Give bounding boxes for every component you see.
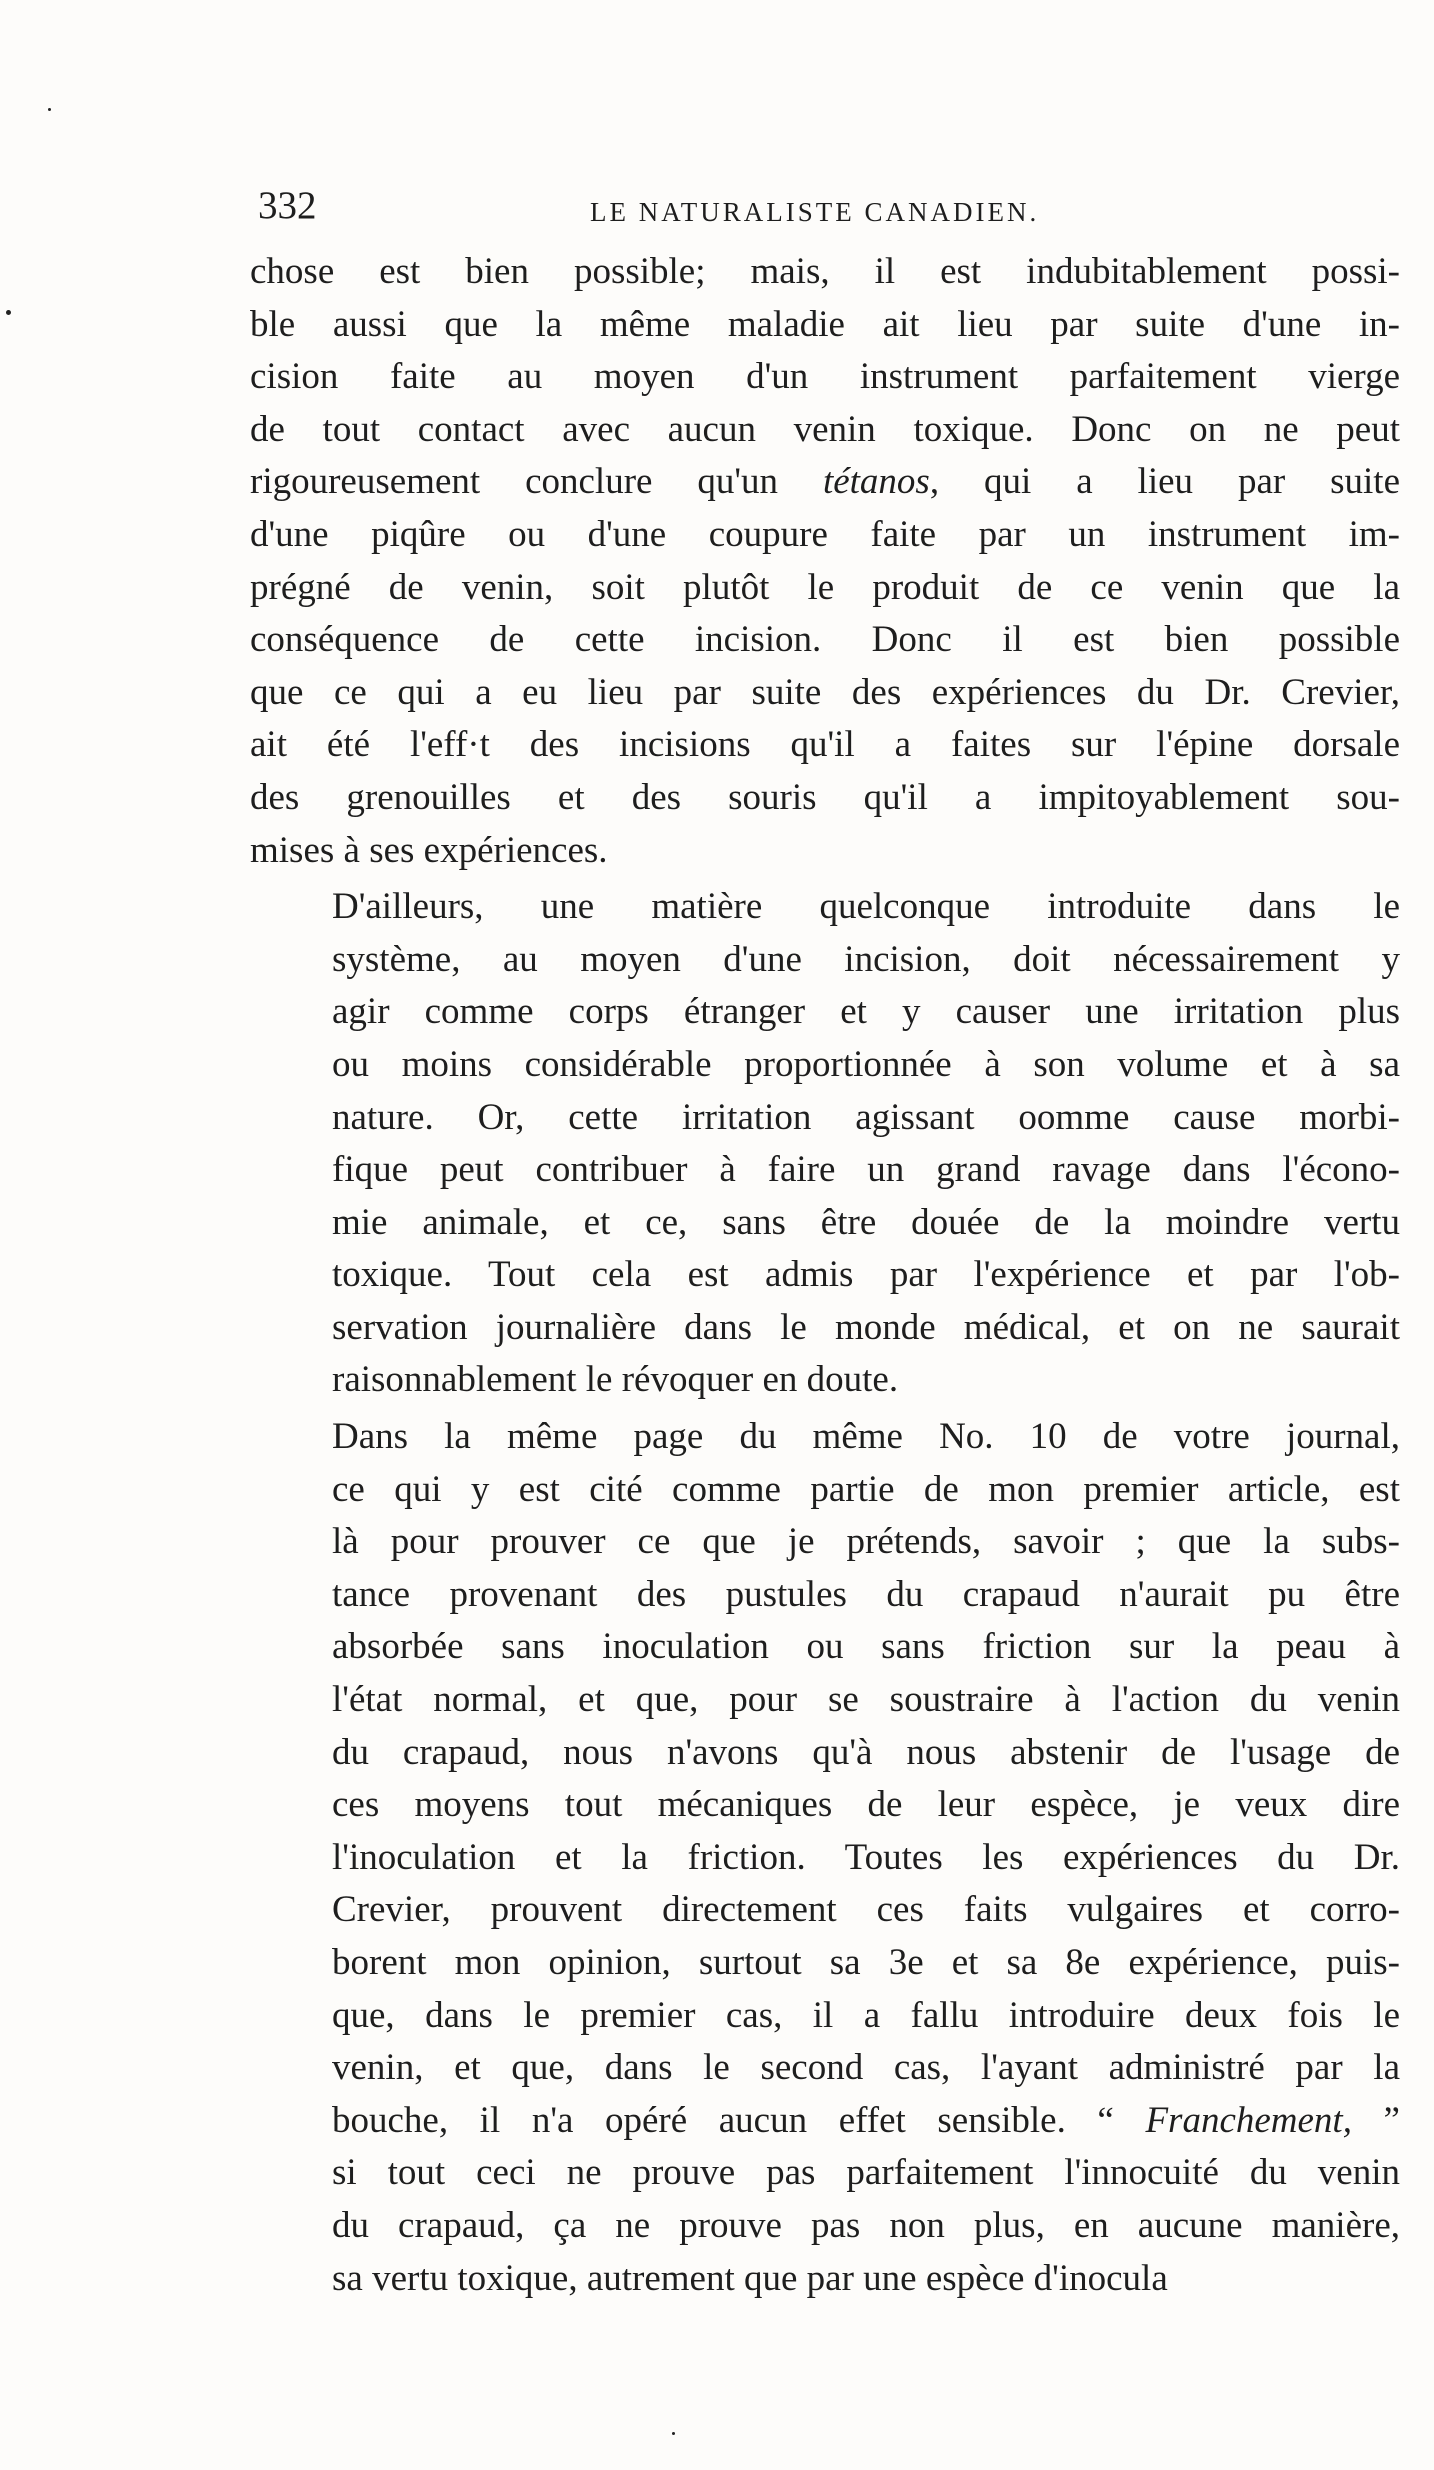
text-line: tance provenant des pustules du crapaud n'aurait pu être (332, 1573, 1400, 1615)
text-line: D'ailleurs, une matière quelconque introduite dans le (332, 886, 1400, 928)
text-line: ce qui y est cité comme partie de mon premier article, est (332, 1468, 1400, 1510)
italic-text: tétanos (822, 461, 930, 503)
scan-speck (6, 310, 11, 315)
text-line: Crevier, prouvent directement ces faits vulgaires et corro- (332, 1889, 1400, 1931)
text-line: l'état normal, et que, pour se soustraire à l'action du venin (332, 1679, 1400, 1721)
text-line: fique peut contribuer à faire un grand ravage dans l'écono- (332, 1149, 1400, 1191)
text-line: chose est bien possible; mais, il est indubitablement possi- (250, 251, 1400, 292)
text-line: conséquence de cette incision. Donc il est bien possible (250, 619, 1400, 661)
scan-speck (48, 108, 51, 111)
text-line: ait été l'eff·t des incisions qu'il a faites sur l'épine dorsale (250, 724, 1400, 766)
text-line: l'inoculation et la friction. Toutes les expériences du Dr. (332, 1836, 1400, 1878)
text-line: du crapaud, nous n'avons qu'à nous abstenir de l'usage de (332, 1731, 1400, 1773)
text-line: cision faite au moyen d'un instrument parfaitement vierge (250, 356, 1400, 398)
text-line: mie animale, et ce, sans être douée de la moindre vertu (332, 1201, 1400, 1243)
text-line: bouche, il n'a opéré aucun effet sensible. “ Franchement, ” (332, 2099, 1400, 2141)
text-line: absorbée sans inoculation ou sans friction sur la peau à (332, 1626, 1400, 1668)
text-line: sa vertu toxique, autrement que par une espèce d'inocula (332, 2257, 1168, 2299)
text-line: servation journalière dans le monde médical, et on ne saurait (332, 1306, 1400, 1348)
text-line: système, au moyen d'une incision, doit nécessairement y (332, 938, 1400, 980)
text-line: raisonnablement le révoquer en doute. (332, 1359, 899, 1401)
running-head (250, 180, 1400, 232)
text-line: toxique. Tout cela est admis par l'expérience et par l'ob- (332, 1254, 1400, 1296)
page-number: 332 (258, 184, 317, 227)
text-line: prégné de venin, soit plutôt le produit de ce venin que la (250, 566, 1400, 608)
text-line: mises à ses expériences. (250, 829, 608, 871)
text-line: nature. Or, cette irritation agissant oomme cause morbi- (332, 1096, 1400, 1138)
text-line: là pour prouver ce que je prétends, savoir ; que la subs- (332, 1521, 1400, 1563)
text-line: venin, et que, dans le second cas, l'ayant administré par la (332, 2047, 1400, 2089)
text-line: ble aussi que la même maladie ait lieu par suite d'une in- (250, 303, 1400, 345)
text-line: rigoureusement conclure qu'un tétanos, qui a lieu par suite (250, 461, 1400, 503)
text-line: si tout ceci ne prouve pas parfaitement l'innocuité du venin (332, 2152, 1400, 2194)
italic-text: Franchement, (1145, 2099, 1352, 2141)
book-page (250, 180, 1400, 2450)
text-line: que, dans le premier cas, il a fallu introduire deux fois le (332, 1994, 1400, 2036)
paragraph (250, 1411, 1400, 2305)
text-line: ou moins considérable proportionnée à son volume et à sa (332, 1043, 1400, 1085)
text-line: borent mon opinion, surtout sa 3e et sa 8e expérience, puis- (332, 1942, 1400, 1983)
paragraph (250, 246, 1400, 877)
text-line: de tout contact avec aucun venin toxique. Donc on ne peut (250, 408, 1400, 450)
text-line: ces moyens tout mécaniques de leur espèce, je veux dire (332, 1784, 1400, 1826)
journal-title: LE NATURALISTE CANADIEN. (590, 197, 1040, 227)
text-line: agir comme corps étranger et y causer une irritation plus (332, 991, 1400, 1033)
body-text (250, 246, 1400, 2305)
text-line: du crapaud, ça ne prouve pas non plus, en aucune manière, (332, 2204, 1400, 2246)
text-line: des grenouilles et des souris qu'il a impitoyablement sou- (250, 776, 1400, 818)
text-line: d'une piqûre ou d'une coupure faite par un instrument im- (250, 513, 1400, 555)
text-line: Dans la même page du même No. 10 de votre journal, (332, 1416, 1400, 1458)
text-line: que ce qui a eu lieu par suite des expériences du Dr. Crevier, (250, 671, 1400, 713)
paragraph (250, 881, 1400, 1407)
